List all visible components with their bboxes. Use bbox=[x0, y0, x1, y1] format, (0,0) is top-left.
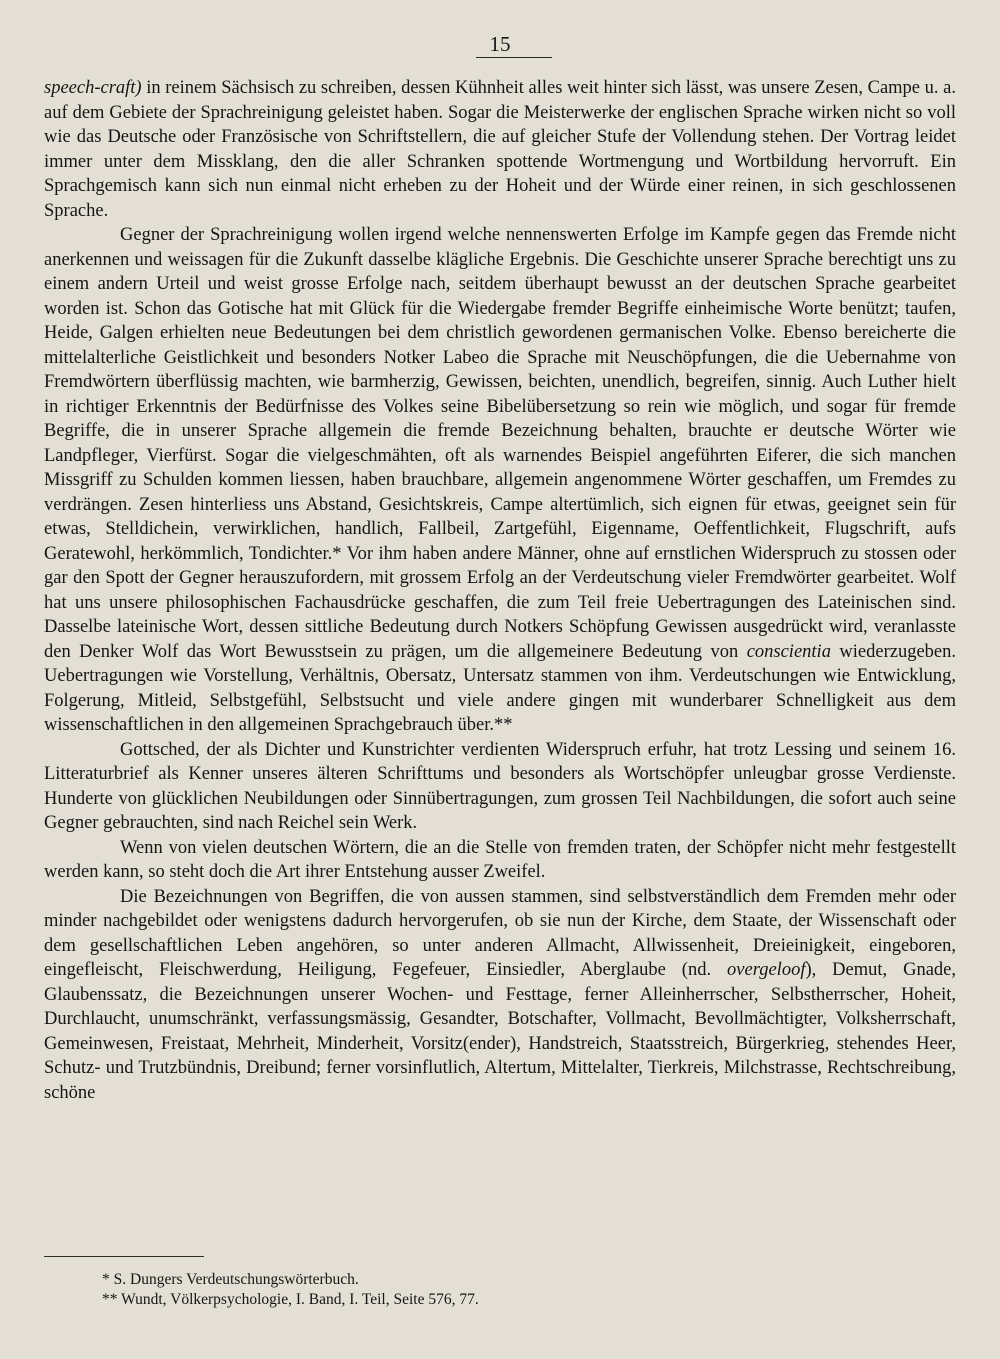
paragraph-language-purism bbox=[44, 223, 956, 738]
page-number-rule bbox=[476, 57, 552, 58]
footnote-2: ** Wundt, Völkerpsychologie, I. Band, I. Teil, Seite 576, 77. bbox=[102, 1291, 479, 1308]
paragraph-text-before: Die Bezeichnungen von Begriffen, die von aussen stammen, sind selbstverständlich dem Fremden mehr oder minder nachgebildet oder wenigstens dadurch hervorgerufen, ob sie nun der Kirche, dem Staate, der Wissenschaft oder dem gesellschaftlichen Leben angehören, so unter anderen Allmacht, Allwissenheit, Dreieinigkeit, eingeboren, eingefleischt, Fleischwerdung, Heiligung, Fegefeuer, Einsiedler, Aberglaube (nd. bbox=[44, 886, 956, 980]
page-body bbox=[44, 76, 956, 1105]
paragraph-continuation bbox=[44, 76, 956, 223]
paragraph-text: Gottsched, der als Dichter und Kunstrichter verdienten Widerspruch erfuhr, hat trotz Lessing und seinem 16. Litteraturbrief als Kenner unseres älteren Schrifttums und besonders als Wortschöpfer unleugbar grosse Verdienste. Hunderte von glücklichen Neubildungen oder Sinnübertragungen, zum grossen Teil Nachbildungen, die sofort auch seine Gegner gebrauchten, sind nach Reichel sein Werk. bbox=[44, 739, 956, 833]
page-number: 15 bbox=[489, 32, 511, 56]
footnote-1: * S. Dungers Verdeutschungswörterbuch. bbox=[102, 1271, 359, 1288]
footnote-divider bbox=[44, 1256, 204, 1257]
paragraph-text-after: ), Demut, Gnade, Glaubenssatz, die Bezeichnungen unserer Wochen- und Festtage, ferner Alleinherrscher, Selbstherrscher, Hoheit, Durchlaucht, unumschränkt, verfassungsmässig, Gesandter, Botschafter, Vollmacht, Bevollmächtigter, Volksherrschaft, Gemeinwesen, Freistaat, Mehrheit, Minderheit, Vorsitz(ender), Handstreich, Staatsstreich, Bürgerkrieg, stehendes Heer, Schutz- und Trutzbündnis, Dreibund; ferner vorsinflutlich, Altertum, Mittelalter, Tierkreis, Milchstrasse, Rechtschreibung, schöne bbox=[44, 960, 956, 1103]
italic-term-conscientia: conscientia bbox=[746, 641, 831, 662]
paragraph-text: Wenn von vielen deutschen Wörtern, die an die Stelle von fremden traten, der Schöpfer nicht mehr festgestellt werden kann, so steht doch die Art ihrer Entstehung ausser Zweifel. bbox=[44, 837, 956, 882]
paragraph-text: in reinem Sächsisch zu schreiben, dessen Kühnheit alles weit hinter sich lässt, was unsere Zesen, Campe u. a. auf dem Gebiete der Sprachreinigung geleistet haben. Sogar die Meisterwerke der englischen Sprache wirken nicht so voll wie das Deutsche oder Französische von Schriftstellern, die auf gleicher Stufe der Vollendung stehen. Der Vortrag leidet immer unter dem Missklang, den die aller Schranken spottende Wortmengung und Wortbildung hervorruft. Ein Sprachgemisch kann sich nun einmal nicht erheben zu der Hoheit und der Würde einer reinen, in sich geschlossenen Sprache. bbox=[44, 78, 956, 221]
paragraph-text-after: wiederzugeben. Uebertragungen wie Vorstellung, Verhältnis, Obersatz, Untersatz stammen von ihm. Verdeutschungen wie Entwicklung, Folgerung, Mitleid, Selbstgefühl, Selbstsucht und viele andere gingen mit wunderbarer Schnelligkeit aus dem wissenschaftlichen in den allgemeinen Sprachgebrauch über.** bbox=[44, 641, 956, 735]
paragraph-word-origins bbox=[44, 836, 956, 885]
italic-term-overgeloof: overgeloof bbox=[727, 960, 806, 980]
paragraph-concept-designations bbox=[44, 885, 956, 1106]
paragraph-text-before: Gegner der Sprachreinigung wollen irgend welche nennenswerten Erfolge im Kampfe gegen das Fremde nicht anerkennen und weissagen für die Zukunft dasselbe klägliche Ergebnis. Die Geschichte unserer Sprache berechtigt uns zu einem andern Urteil und weist grosse Erfolge nach, seitdem überhaupt bewusst an der deutschen Sprache gearbeitet worden ist. Schon das Gotische hat mit Glück für die Wiedergabe fremder Begriffe einheimische Worte benützt; taufen, Heide, Galgen erhielten neue Bedeutungen bei dem christlich gewordenen germanischen Volke. Ebenso bereicherte die mittelalterliche Geistlichkeit und besonders Notker Labeo die Sprache mit Neuschöpfungen, die die Uebernahme von Fremdwörtern überflüssig machten, wie barmherzig, Gewissen, beichten, unendlich, begreifen, sinnig. Auch Luther hielt in richtiger Erkenntnis der Bedürfnisse des Volkes seine Bibelübersetzung so rein wie möglich, und sogar für fremde Begriffe, die in unserer Sprache allgemein die fremde Bezeichnung behalten, brauchte er deutsche Wörter wie Landpfleger, Vierfürst. Sogar die vielgeschmähten, oft als warnendes Beispiel angeführten Eiferer, die sich manchen Missgriff zu Schulden kommen liessen, haben brauchbare, allgemein angenommene Wörter geschaffen, um Fremdes zu verdrängen. Zesen hinterliess uns Abstand, Gesichtskreis, Campe altertümlich, sich eignen für etwas, geeignet sein für etwas, Stelldichein, verwirklichen, handlich, Fallbeil, Zartgefühl, Eigenname, Oeffentlichkeit, Flugschrift, aufs Geratewohl, herkömmlich, Tondichter.* Vor ihm haben andere Männer, ohne auf ernstlichen Widerspruch zu stossen oder gar den Spott der Gegner herauszufordern, mit grossem Erfolg an der Verdeutschung vieler Fremdwörter gearbeitet. Wolf hat uns unsere philosophischen Fachausdrücke geschaffen, die zum Teil freie Uebertragungen des Lateinischen sind. Dasselbe lateinische Wort, dessen sittliche Bedeutung durch Notkers Schöpfung Gewissen ausgedrückt wird, veranlasste den Denker Wolf das Wort Bewusstsein zu prägen, um die allgemeinere Bedeutung von bbox=[44, 225, 956, 662]
italic-term-speech-craft: speech-craft) bbox=[44, 78, 142, 98]
paragraph-gottsched bbox=[44, 738, 956, 836]
footnotes bbox=[102, 1270, 722, 1310]
